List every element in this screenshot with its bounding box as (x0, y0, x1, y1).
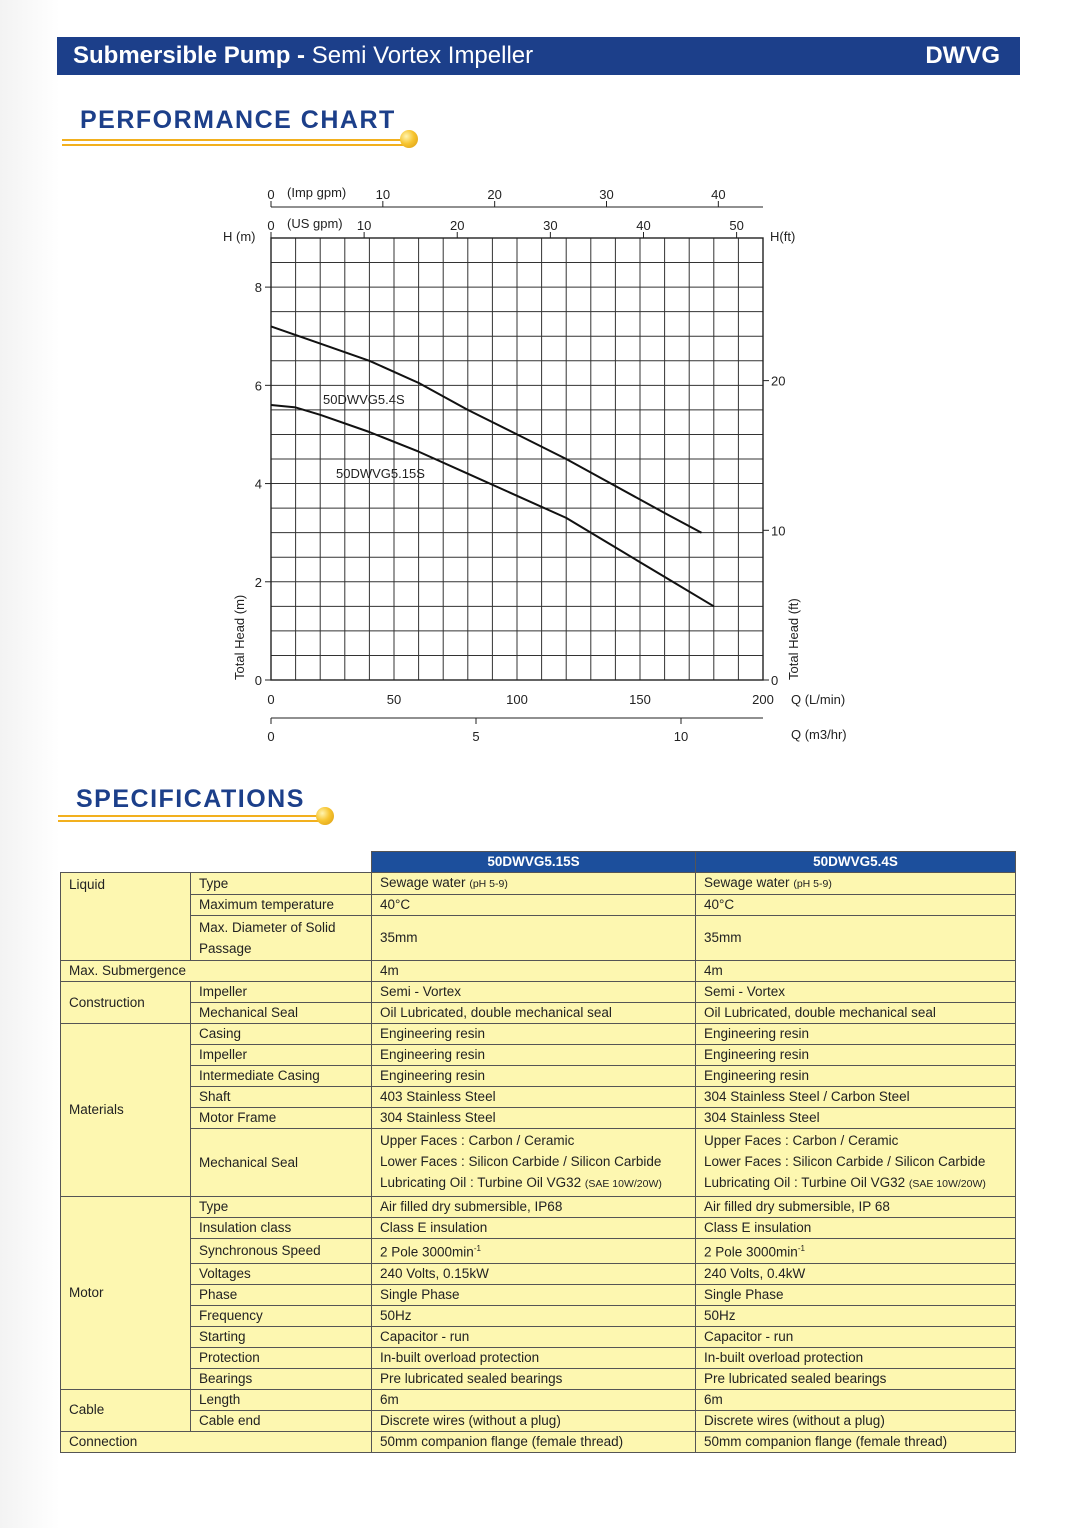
row-label: Shaft (191, 1087, 372, 1108)
imp-gpm-tick-label: 40 (711, 187, 726, 202)
cell-value: Pre lubricated sealed bearings (696, 1368, 1016, 1389)
y-tick-label: 2 (254, 574, 262, 590)
row-label: Frequency (191, 1305, 372, 1326)
seal-upper: Upper Faces : Carbon / Ceramic (380, 1133, 575, 1148)
heading-rule (58, 820, 320, 822)
heading-rule (58, 815, 320, 817)
table-row (61, 1003, 1016, 1024)
cell-text: Sewage water (380, 875, 466, 890)
table-row (61, 1024, 1016, 1045)
group-materials: Materials (61, 1024, 191, 1197)
cell-value (372, 1239, 696, 1264)
us-gpm-tick-label: 20 (450, 218, 465, 233)
cell-value: Capacitor - run (696, 1326, 1016, 1347)
table-row (61, 1263, 1016, 1284)
performance-chart (0, 0, 1081, 760)
table-row (61, 1066, 1016, 1087)
cell-value (372, 1129, 696, 1197)
cell-value: 35mm (372, 916, 696, 961)
cell-value: Semi - Vortex (372, 982, 696, 1003)
model-header-1: 50DWVG5.15S (372, 852, 696, 873)
x-tick-label: 0 (267, 692, 275, 707)
cell-value: 50mm companion flange (female thread) (696, 1431, 1016, 1452)
cell-value: Pre lubricated sealed bearings (372, 1368, 696, 1389)
table-row (61, 1347, 1016, 1368)
row-label: Phase (191, 1284, 372, 1305)
seal-lower: Lower Faces : Silicon Carbide / Silicon Carbide (704, 1154, 986, 1169)
row-label: Insulation class (191, 1218, 372, 1239)
seal-oil-note: (SAE 10W/20W) (908, 1178, 986, 1190)
row-label: Type (191, 873, 372, 895)
cell-value: 6m (696, 1389, 1016, 1410)
us-gpm-tick-label: 10 (356, 218, 372, 233)
cell-value (696, 1129, 1016, 1197)
cell-value: 240 Volts, 0.15kW (372, 1263, 696, 1284)
cell-value: 50Hz (372, 1305, 696, 1326)
cell-value: Class E insulation (696, 1218, 1016, 1239)
ft-tick-label: 20 (771, 373, 786, 389)
cell-note: (pH 5-9) (793, 878, 832, 890)
table-row (61, 1197, 1016, 1218)
y-tick-label: 8 (254, 280, 262, 296)
cell-value: Engineering resin (696, 1045, 1016, 1066)
performance-heading-label: PERFORMANCE CHART (80, 106, 396, 134)
group-motor: Motor (61, 1197, 191, 1390)
table-row (61, 916, 1016, 961)
table-row (61, 1368, 1016, 1389)
specifications-heading (58, 785, 338, 827)
cell-value: 40°C (696, 895, 1016, 916)
ft-tick-label: 10 (771, 523, 786, 539)
row-label: Mechanical Seal (191, 1003, 372, 1024)
row-label: Mechanical Seal (191, 1129, 372, 1197)
specifications-table (60, 851, 1016, 1453)
cell-value: 304 Stainless Steel (696, 1108, 1016, 1129)
cell-value: Engineering resin (696, 1066, 1016, 1087)
q-lmin-label: Q (L/min) (791, 692, 846, 707)
cell-value: 4m (372, 961, 696, 982)
y-axis-right-label: Total Head (ft) (786, 598, 801, 680)
seal-upper: Upper Faces : Carbon / Ceramic (704, 1133, 899, 1148)
row-label: Connection (61, 1431, 372, 1452)
cell-value: Semi - Vortex (696, 982, 1016, 1003)
cell-value: Engineering resin (696, 1024, 1016, 1045)
table-row (61, 1108, 1016, 1129)
header-blank (61, 852, 372, 873)
title-rest: Semi Vortex Impeller (311, 42, 534, 69)
cell-value: Capacitor - run (372, 1326, 696, 1347)
h-m-label: H (m) (223, 229, 256, 244)
row-label: Maximum temperature (191, 895, 372, 916)
cell-value: Single Phase (372, 1284, 696, 1305)
cell-sup: -1 (797, 1244, 805, 1253)
y-tick-label: 4 (254, 476, 262, 492)
table-row (61, 1326, 1016, 1347)
cell-value (696, 873, 1016, 895)
series-label-54s: 50DWVG5.4S (323, 392, 405, 407)
seal-oil-note: (SAE 10W/20W) (584, 1178, 662, 1190)
seal-oil (704, 1172, 1007, 1195)
chart-ticks (255, 187, 786, 744)
cell-value: 40°C (372, 895, 696, 916)
row-label: Casing (191, 1024, 372, 1045)
cell-value: Class E insulation (372, 1218, 696, 1239)
y-tick-label: 6 (254, 378, 262, 394)
x-tick-label: 200 (752, 692, 774, 707)
m3hr-tick-label: 0 (267, 729, 275, 744)
model-header-2: 50DWVG5.4S (696, 852, 1016, 873)
cell-value: 304 Stainless Steel / Carbon Steel (696, 1087, 1016, 1108)
row-label: Starting (191, 1326, 372, 1347)
specifications-heading-label: SPECIFICATIONS (76, 785, 305, 813)
row-label: Protection (191, 1347, 372, 1368)
seal-oil (380, 1172, 687, 1195)
cell-value: Oil Lubricated, double mechanical seal (372, 1003, 696, 1024)
y-axis-label: Total Head (m) (232, 594, 247, 680)
row-label: Intermediate Casing (191, 1066, 372, 1087)
cell-value: Oil Lubricated, double mechanical seal (696, 1003, 1016, 1024)
cell-value: 403 Stainless Steel (372, 1087, 696, 1108)
table-row (61, 1239, 1016, 1264)
us-gpm-label: (US gpm) (287, 216, 343, 231)
cell-value: 50Hz (696, 1305, 1016, 1326)
row-label: Max. Submergence (61, 961, 372, 982)
us-gpm-tick-label: 50 (729, 218, 744, 233)
m3hr-tick-label: 10 (673, 729, 689, 744)
group-cable: Cable (61, 1389, 191, 1431)
cell-value: In-built overload protection (372, 1347, 696, 1368)
imp-gpm-tick-label: 20 (487, 187, 502, 202)
row-label: Voltages (191, 1263, 372, 1284)
row-label: Max. Diameter of Solid Passage (191, 916, 372, 961)
us-gpm-tick-label: 30 (543, 218, 558, 233)
cell-text: 2 Pole 3000min (380, 1244, 474, 1260)
cell-note: (pH 5-9) (469, 878, 508, 890)
h-ft-label: H(ft) (770, 229, 796, 244)
table-row (61, 1129, 1016, 1197)
us-gpm-tick-label: 0 (267, 218, 275, 233)
row-label: Length (191, 1389, 372, 1410)
curve-50dwvg5.4s (271, 326, 702, 532)
heading-ball-icon (316, 807, 334, 825)
model-code: DWVG (925, 42, 1000, 69)
seal-oil-text: Lubricating Oil : Turbine Oil VG32 (704, 1175, 906, 1190)
row-label: Synchronous Speed (191, 1239, 372, 1264)
imp-gpm-label: (Imp gpm) (287, 185, 347, 200)
ft-tick-label: 0 (771, 673, 779, 688)
title-bold: Submersible Pump - (73, 42, 306, 69)
cell-value: Discrete wires (without a plug) (372, 1410, 696, 1431)
cell-value: 50mm companion flange (female thread) (372, 1431, 696, 1452)
table-row (61, 1305, 1016, 1326)
m3hr-tick-label: 5 (472, 729, 480, 744)
cell-value: In-built overload protection (696, 1347, 1016, 1368)
cell-text: Sewage water (704, 875, 790, 890)
table-row (61, 961, 1016, 982)
y-tick-label: 0 (254, 673, 262, 688)
imp-gpm-tick-label: 0 (267, 187, 275, 202)
imp-gpm-tick-label: 10 (375, 187, 391, 202)
x-tick-label: 50 (386, 692, 402, 707)
table-row (61, 1431, 1016, 1452)
group-construction: Construction (61, 982, 191, 1024)
table-row (61, 1218, 1016, 1239)
cell-text: 2 Pole 3000min (704, 1244, 798, 1260)
row-label: Type (191, 1197, 372, 1218)
cell-value: 35mm (696, 916, 1016, 961)
table-row (61, 1410, 1016, 1431)
row-label: Cable end (191, 1410, 372, 1431)
cell-value: 240 Volts, 0.4kW (696, 1263, 1016, 1284)
row-label: Bearings (191, 1368, 372, 1389)
table-row (61, 1045, 1016, 1066)
table-row (61, 873, 1016, 895)
x-tick-label: 100 (506, 692, 528, 707)
series-label-515s: 50DWVG5.15S (336, 466, 425, 481)
cell-value: Air filled dry submersible, IP68 (372, 1197, 696, 1218)
table-row (61, 895, 1016, 916)
imp-gpm-tick-label: 30 (599, 187, 614, 202)
us-gpm-tick-label: 40 (636, 218, 651, 233)
cell-value: Single Phase (696, 1284, 1016, 1305)
seal-oil-text: Lubricating Oil : Turbine Oil VG32 (380, 1175, 582, 1190)
group-liquid: Liquid (61, 873, 191, 961)
cell-value: 6m (372, 1389, 696, 1410)
cell-value (372, 873, 696, 895)
table-row (61, 982, 1016, 1003)
cell-value: Engineering resin (372, 1024, 696, 1045)
row-label: Impeller (191, 1045, 372, 1066)
x-tick-label: 150 (629, 692, 651, 707)
cell-value: Air filled dry submersible, IP 68 (696, 1197, 1016, 1218)
q-m3hr-label: Q (m3/hr) (791, 727, 847, 742)
cell-sup: -1 (473, 1244, 481, 1253)
cell-value: 304 Stainless Steel (372, 1108, 696, 1129)
cell-value (696, 1239, 1016, 1264)
row-label: Impeller (191, 982, 372, 1003)
table-row (61, 1389, 1016, 1410)
cell-value: 4m (696, 961, 1016, 982)
table-header-row (61, 852, 1016, 873)
table-row (61, 1087, 1016, 1108)
seal-lower: Lower Faces : Silicon Carbide / Silicon Carbide (380, 1154, 662, 1169)
cell-value: Engineering resin (372, 1066, 696, 1087)
table-row (61, 1284, 1016, 1305)
chart-grid (271, 238, 763, 680)
cell-value: Discrete wires (without a plug) (696, 1410, 1016, 1431)
row-label: Motor Frame (191, 1108, 372, 1129)
cell-value: Engineering resin (372, 1045, 696, 1066)
